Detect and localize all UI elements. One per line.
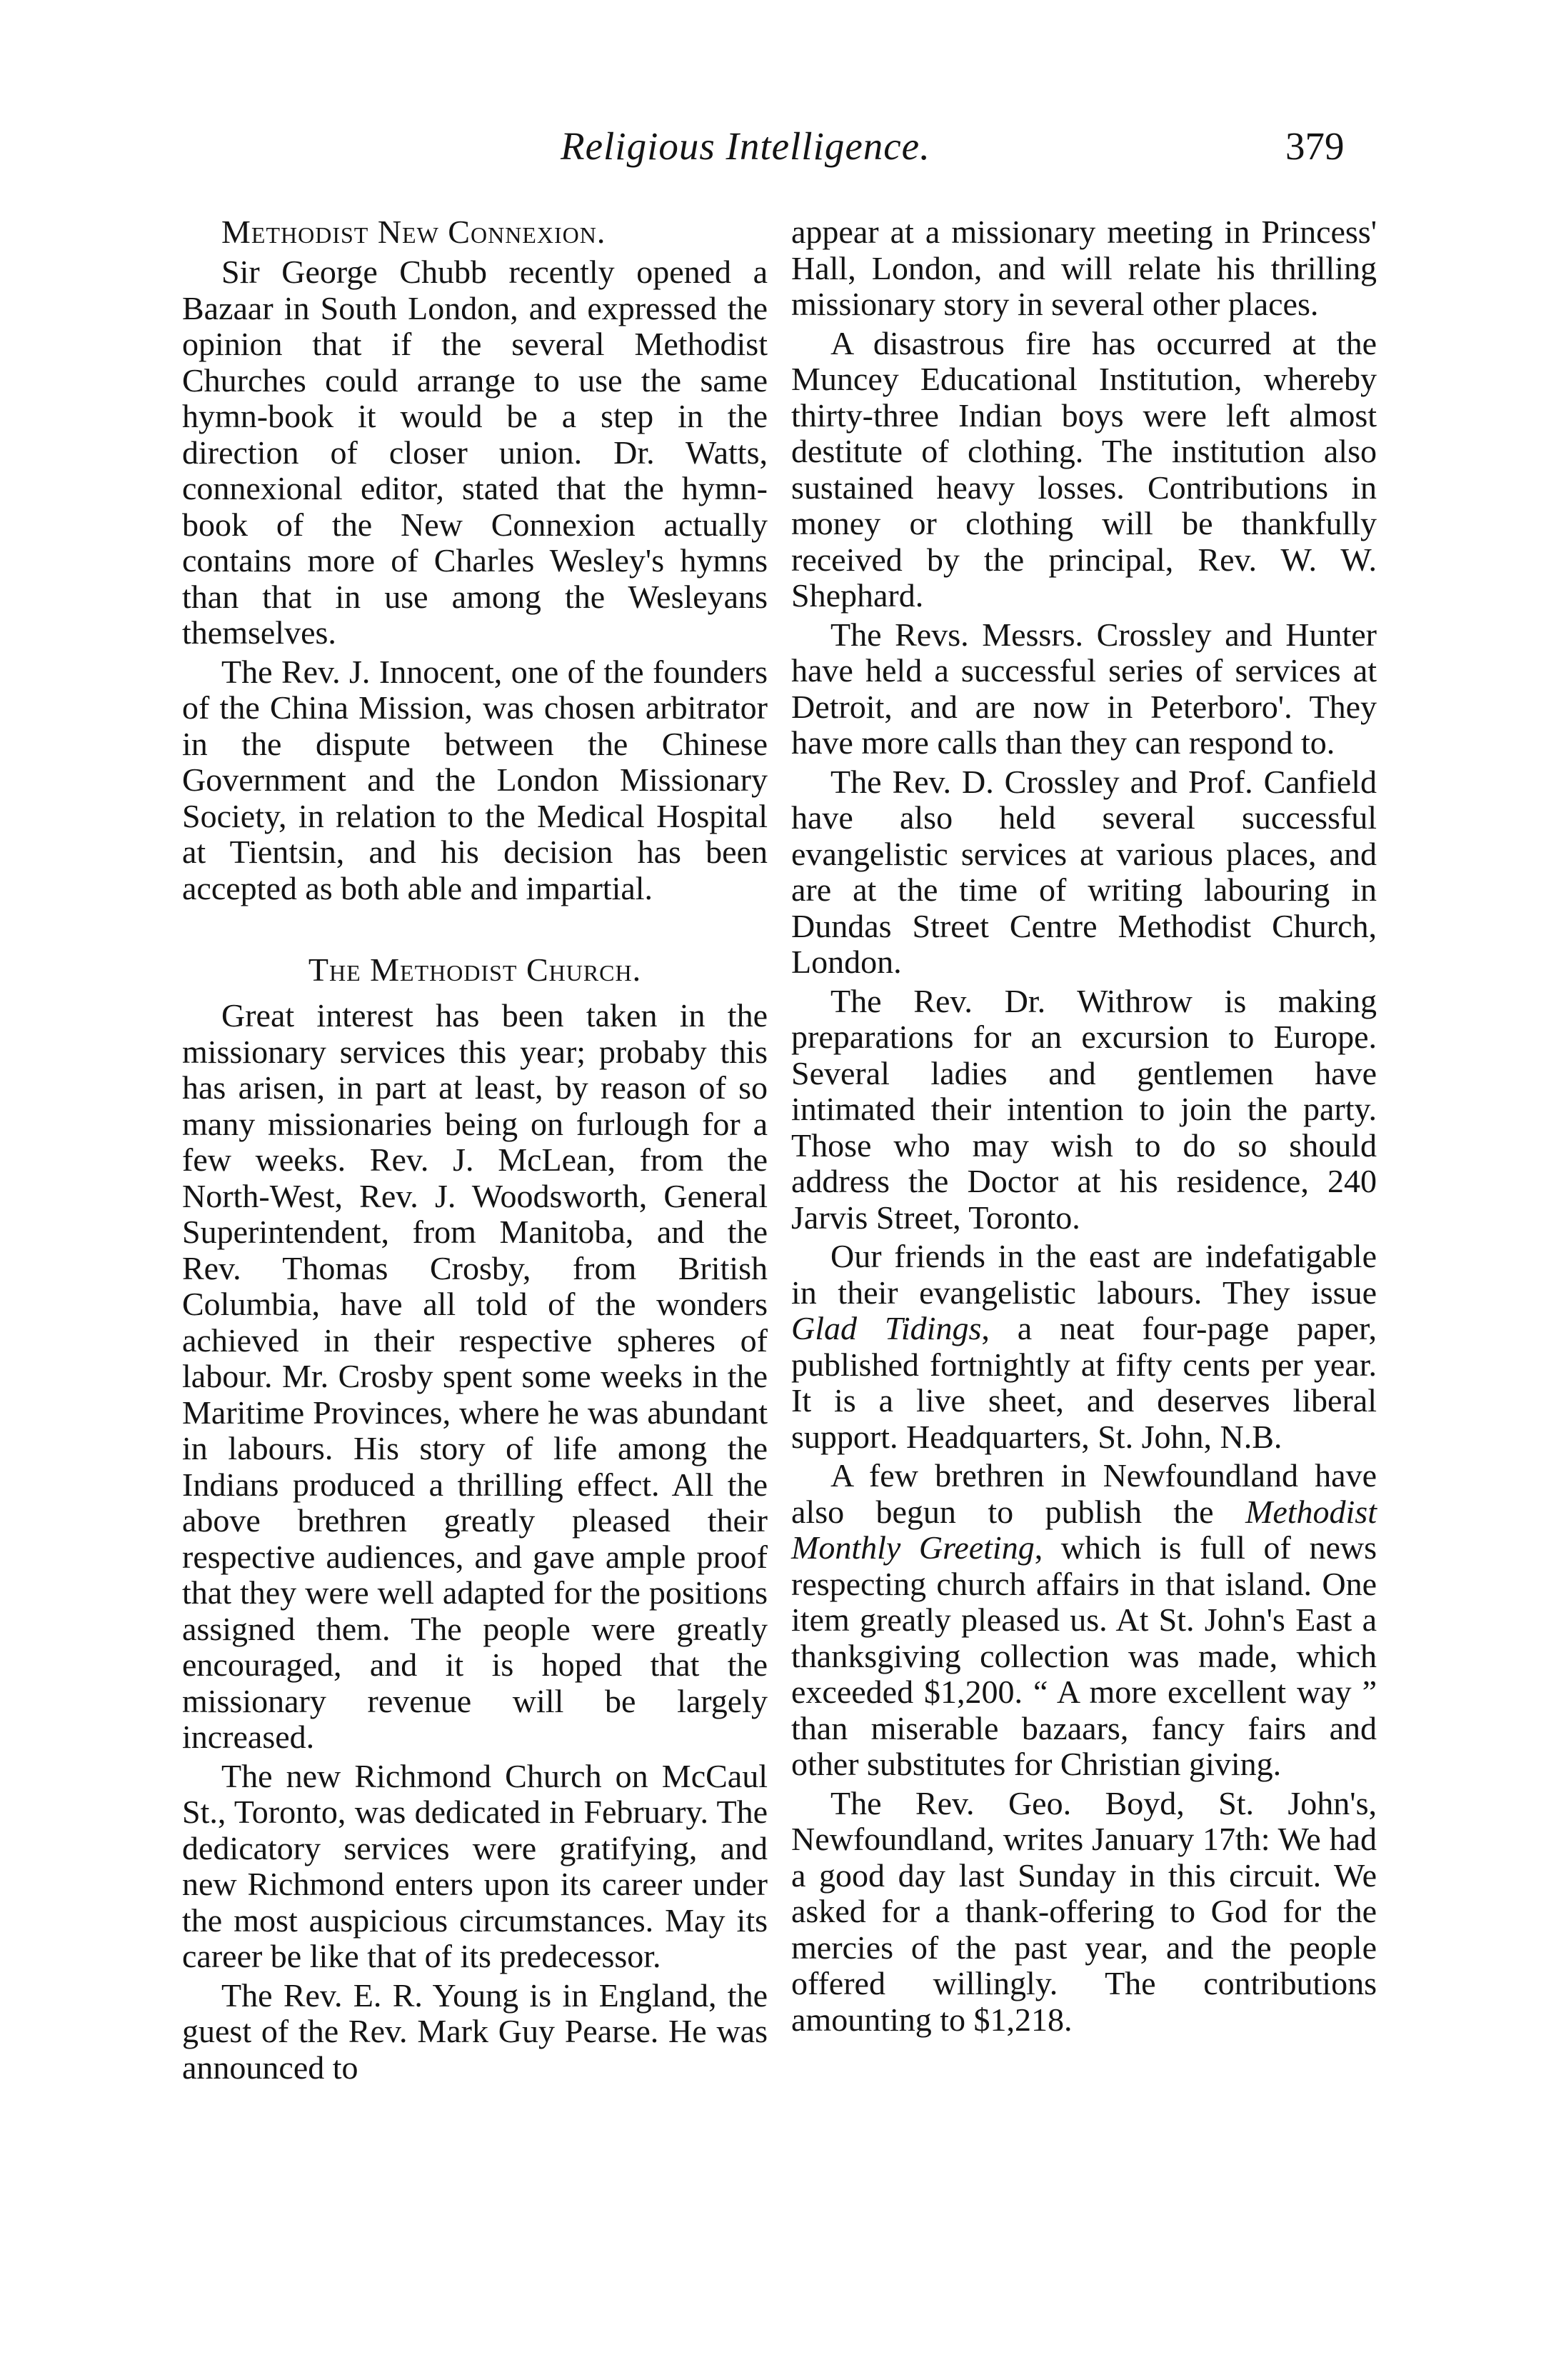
paragraph: The Rev. Geo. Boyd, St. John's, Newfoundland, writes January 17th: We had a good day last Sunday in this circuit. We asked for a thank-offering to God for the mercies of the past year, and the people offered willingly. The contributions amounting to $1,218. <box>791 1784 1377 2038</box>
left-column <box>182 214 768 2089</box>
paragraph: The Rev. D. Crossley and Prof. Canfield have also held several successful evangelistic services at various places, and are at the time of writing labouring in Dundas Street Centre Methodist Church, London. <box>791 763 1377 980</box>
paragraph: The Revs. Messrs. Crossley and Hunter have held a successful series of services at Detroit, and are now in Peterboro'. They have more calls than they can respond to. <box>791 616 1377 761</box>
paragraph: Great interest has been taken in the missionary services this year; probaby this has arisen, in part at least, by reason of so many missionaries being on furlough for a few weeks. Rev. J. McLean, from the North-West, Rev. J. Woodsworth, General Superintendent, from Manitoba, and the Rev. Thomas Crosby, from British Columbia, have all told of the wonders achieved in their respective spheres of labour. Mr. Crosby spent some weeks in the Maritime Provinces, where he was abundant in labours. His story of life among the Indians produced a thrilling effect. All the above brethren greatly pleased their respective audiences, and gave ample proof that they were well adapted for the positions assigned them. The people were greatly encouraged, and it is hoped that the missionary revenue will be largely increased. <box>182 997 768 1755</box>
running-title: Religious Intelligence. <box>561 124 930 168</box>
page-number: 379 <box>1285 124 1345 168</box>
text-run: A few brethren in Newfoundland have also begun to publish the <box>791 1457 1377 1530</box>
paragraph-continued: appear at a missionary meeting in Princess' Hall, London, and will relate his thrilling missionary story in several other places. <box>791 214 1377 322</box>
section-heading-methodist-church: The Methodist Church. <box>308 951 642 988</box>
paragraph: Sir George Chubb recently opened a Bazaar in South London, and expressed the opinion that if the several Methodist Churches could arrange to use the same hymn-book it would be a step in the direction of closer union. Dr. Watts, connexional editor, stated that the hymn-book of the New Connexion actually contains more of Charles Wesley's hymns than that in use among the Wesleyans themselves. <box>182 254 768 651</box>
text-run: , which is full of news respecting church affairs in that island. One item greatly pleased us. At St. John's East a thanksgiving collection was made, which exceeded $1,200. “ A more excellent way ” than miserable bazaars, fancy fairs and other substitutes for Christian giving. <box>791 1529 1377 1782</box>
paragraph: The new Richmond Church on McCaul St., Toronto, was dedicated in February. The dedicatory services were gratifying, and new Richmond enters upon its career under the most auspicious circumstances. May its career be like that of its predecessor. <box>182 1757 768 1974</box>
publication-title: Methodist Monthly Greeting <box>791 1493 1377 1566</box>
paragraph: A disastrous fire has occurred at the Muncey Educational Institution, whereby thirty-three Indian boys were left almost destitute of clothing. The institution also sustained heavy losses. Contributions in money or clothing will be thankfully received by the principal, Rev. W. W. Shephard. <box>791 324 1377 614</box>
paragraph: The Rev. Dr. Withrow is making preparations for an excursion to Europe. Several ladies and gentlemen have intimated their intention to join the party. Those who may wish to do so should address the Doctor at his residence, 240 Jarvis Street, Toronto. <box>791 982 1377 1236</box>
page-header <box>0 121 1546 179</box>
right-column <box>791 214 1377 2041</box>
text-run: , a neat four-page paper, published fortnightly at fifty cents per year. It is a live sheet, and deserves liberal support. Headquarters, St. John, N.B. <box>791 1310 1377 1455</box>
publication-title: Glad Tidings <box>791 1310 982 1346</box>
section-heading-new-connexion: Methodist New Connexion. <box>221 214 606 250</box>
paragraph: The Rev. E. R. Young is in England, the guest of the Rev. Mark Guy Pearse. He was announced to <box>182 1976 768 2086</box>
paragraph: The Rev. J. Innocent, one of the founders of the China Mission, was chosen arbitrator in the dispute between the Chinese Government and the London Missionary Society, in relation to the Medical Hospital at Tientsin, and his decision has been accepted as both able and impartial. <box>182 653 768 906</box>
paragraph <box>791 1239 1377 1455</box>
paragraph <box>791 1458 1377 1783</box>
text-run: Our friends in the east are indefatigable in their evangelistic labours. They issue <box>791 1238 1377 1311</box>
